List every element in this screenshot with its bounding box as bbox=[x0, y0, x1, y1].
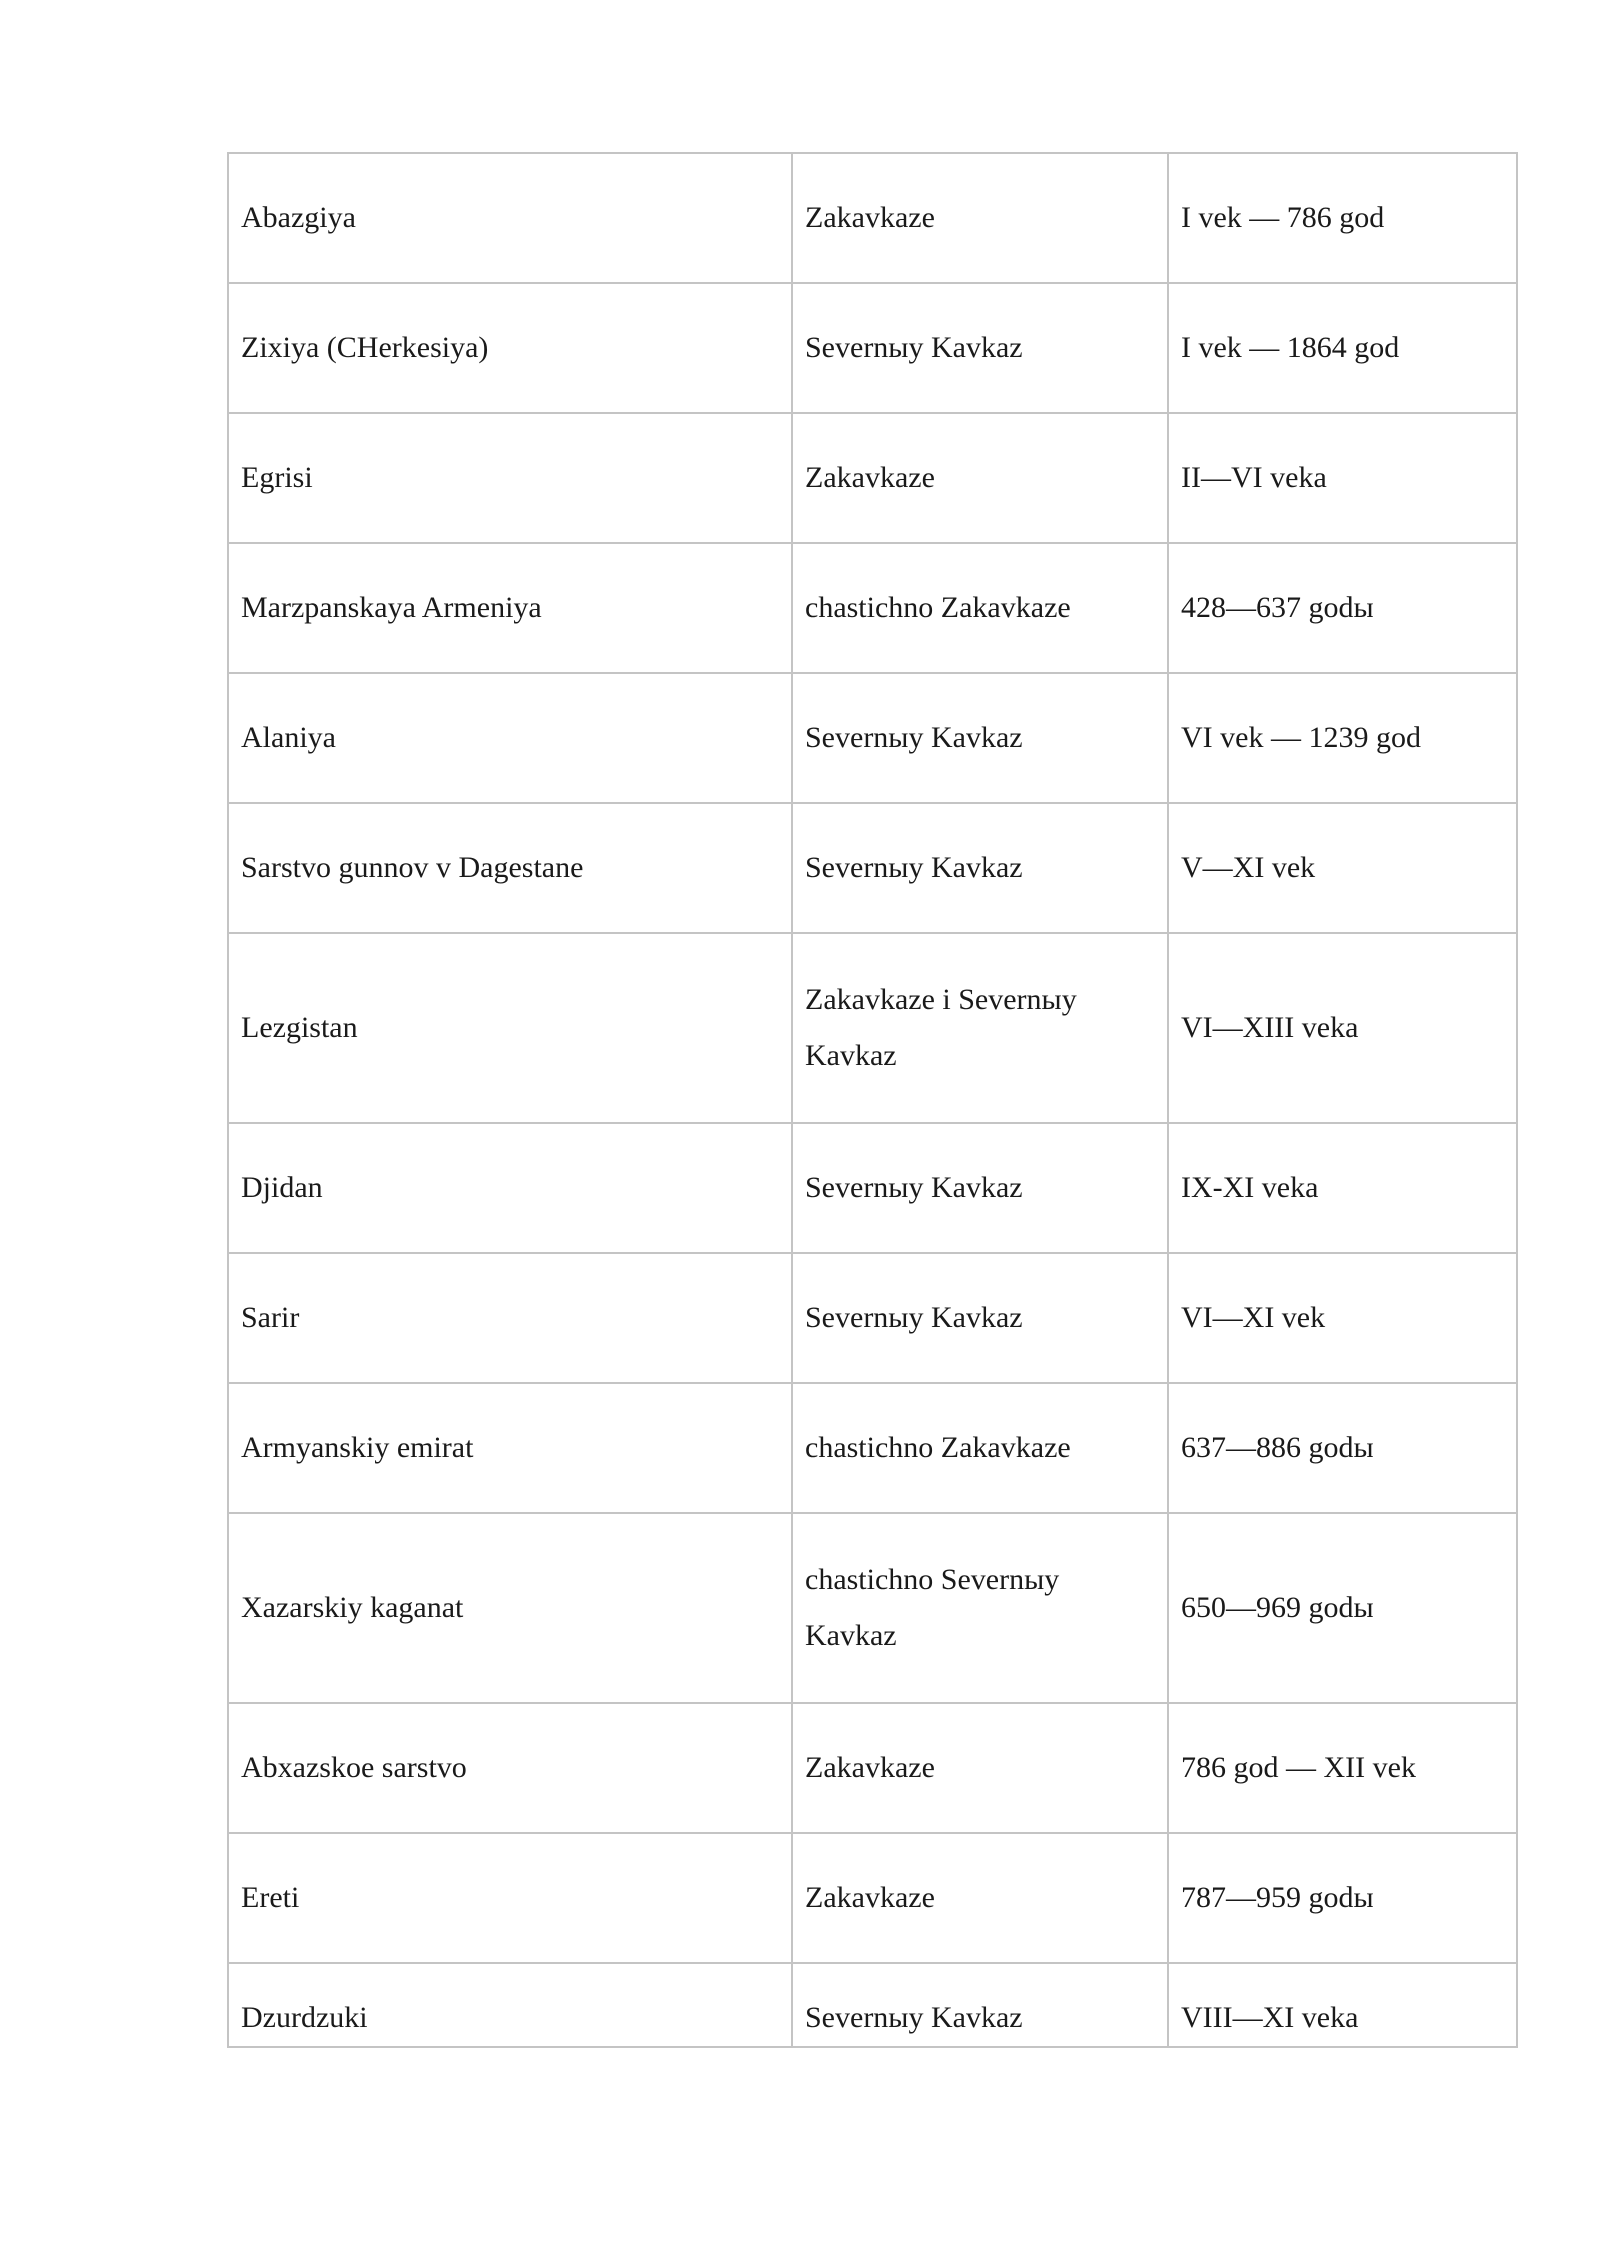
states-table bbox=[227, 152, 1518, 2048]
state-name-cell: Armyanskiy emirat bbox=[228, 1383, 792, 1513]
period-cell: VI—XIII veka bbox=[1168, 933, 1517, 1123]
period-cell: VI vek — 1239 god bbox=[1168, 673, 1517, 803]
period-cell: IX-XI veka bbox=[1168, 1123, 1517, 1253]
state-name-cell: Ereti bbox=[228, 1833, 792, 1963]
table-row bbox=[228, 1123, 1517, 1253]
period-cell: 786 god — XII vek bbox=[1168, 1703, 1517, 1833]
table-row bbox=[228, 1703, 1517, 1833]
region-cell: Zakavkaze bbox=[792, 1703, 1168, 1833]
region-cell: Severnыy Kavkaz bbox=[792, 803, 1168, 933]
table-row bbox=[228, 1383, 1517, 1513]
period-cell bbox=[1168, 1963, 1517, 2047]
period-cell: 637—886 godы bbox=[1168, 1383, 1517, 1513]
state-name-cell: Egrisi bbox=[228, 413, 792, 543]
region-cell: Zakavkaze i Severnыy Kavkaz bbox=[792, 933, 1168, 1123]
region-cell: Zakavkaze bbox=[792, 153, 1168, 283]
state-name-cell: Djidan bbox=[228, 1123, 792, 1253]
state-name-cell: Abxazskoe sarstvo bbox=[228, 1703, 792, 1833]
period-cell: 428—637 godы bbox=[1168, 543, 1517, 673]
region-cell: Severnыy Kavkaz bbox=[792, 673, 1168, 803]
period-text: VIII—XI veka bbox=[1181, 2001, 1359, 2034]
region-cell: chastichno Zakavkaze bbox=[792, 1383, 1168, 1513]
period-cell: V—XI vek bbox=[1168, 803, 1517, 933]
state-name-cell: Sarstvo gunnov v Dagestane bbox=[228, 803, 792, 933]
state-name-cell: Lezgistan bbox=[228, 933, 792, 1123]
state-name-cell: Zixiya (CHerkesiya) bbox=[228, 283, 792, 413]
region-cell: Severnыy Kavkaz bbox=[792, 1123, 1168, 1253]
state-name-cell: Abazgiya bbox=[228, 153, 792, 283]
period-cell: II—VI veka bbox=[1168, 413, 1517, 543]
period-cell: VI—XI vek bbox=[1168, 1253, 1517, 1383]
region-text: Severnыy Kavkaz bbox=[805, 2001, 1023, 2034]
state-name-cell: Alaniya bbox=[228, 673, 792, 803]
table-row bbox=[228, 1963, 1517, 2047]
period-cell: 650—969 godы bbox=[1168, 1513, 1517, 1703]
state-name-cell: Sarir bbox=[228, 1253, 792, 1383]
table-row bbox=[228, 153, 1517, 283]
state-name-cell: Marzpanskaya Armeniya bbox=[228, 543, 792, 673]
region-cell: chastichno Zakavkaze bbox=[792, 543, 1168, 673]
state-name-cell: Xazarskiy kaganat bbox=[228, 1513, 792, 1703]
region-cell bbox=[792, 1963, 1168, 2047]
table-row bbox=[228, 413, 1517, 543]
table-row bbox=[228, 803, 1517, 933]
table-row bbox=[228, 543, 1517, 673]
table-row bbox=[228, 283, 1517, 413]
period-cell: 787—959 godы bbox=[1168, 1833, 1517, 1963]
region-cell: chastichno Severnыy Kavkaz bbox=[792, 1513, 1168, 1703]
region-cell: Severnыy Kavkaz bbox=[792, 1253, 1168, 1383]
table-row bbox=[228, 933, 1517, 1123]
state-name-text: Dzurdzuki bbox=[241, 2001, 368, 2034]
table-row bbox=[228, 673, 1517, 803]
table-row bbox=[228, 1833, 1517, 1963]
period-cell: I vek — 1864 god bbox=[1168, 283, 1517, 413]
region-cell: Severnыy Kavkaz bbox=[792, 283, 1168, 413]
period-cell: I vek — 786 god bbox=[1168, 153, 1517, 283]
table-row bbox=[228, 1513, 1517, 1703]
table-row bbox=[228, 1253, 1517, 1383]
region-cell: Zakavkaze bbox=[792, 1833, 1168, 1963]
region-cell: Zakavkaze bbox=[792, 413, 1168, 543]
state-name-cell bbox=[228, 1963, 792, 2047]
